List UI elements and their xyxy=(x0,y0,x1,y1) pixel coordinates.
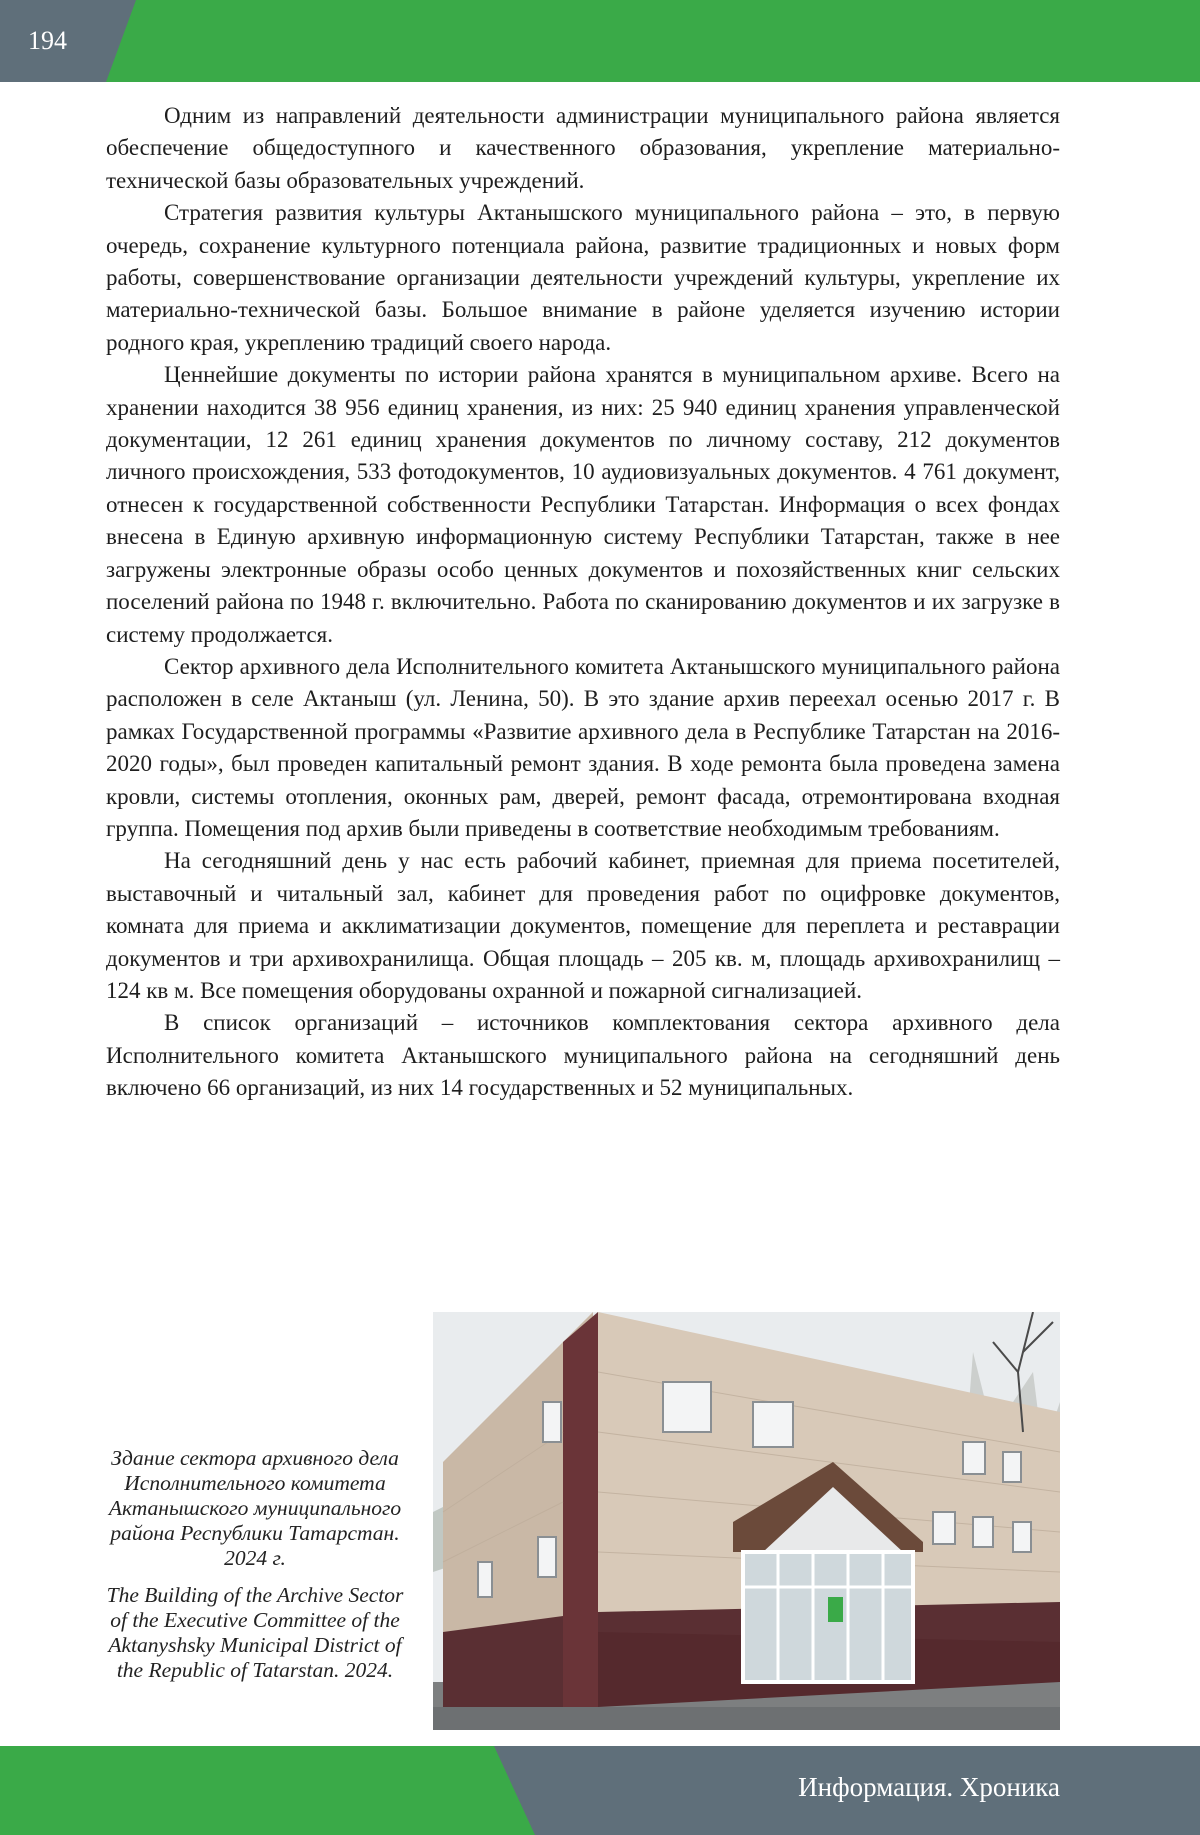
page-number: 194 xyxy=(28,26,67,56)
paragraph: На сегодняшний день у нас есть рабочий кабинет, приемная для приема посетителей, выставочный и читальный зал, кабинет для проведения работ по оцифровке документов, комната для приема и акклиматизации документов, помещение для переплета и реставрации документов и три архивохранилища. Общая площадь – 205 кв. м, площадь архивохранилищ – 124 кв м. Все помещения оборудованы охранной и пожарной сигнализацией. xyxy=(106,845,1060,1007)
paragraph: Стратегия развития культуры Актанышского муниципального района – это, в первую очередь, сохранение культурного потенциала района, развитие традиционных и новых форм работы, совершенствование организации деятельности учреждений культуры, укрепление их материально-технической базы. Большое внимание в районе уделяется изучению истории родного края, укреплению традиций своего народа. xyxy=(106,197,1060,359)
article-body xyxy=(106,100,1060,1105)
photo-caption xyxy=(100,1446,410,1695)
building-illustration xyxy=(433,1312,1060,1730)
section-title: Информация. Хроника xyxy=(798,1772,1060,1803)
caption-en: The Building of the Archive Sector of the Executive Committee of the Aktanyshsky Municipal District of the Republic of Tatarstan. 2024. xyxy=(100,1583,410,1683)
page-header xyxy=(0,0,1200,82)
header-green-band xyxy=(0,0,1200,82)
page-footer xyxy=(0,1746,1200,1835)
paragraph: Ценнейшие документы по истории района хранятся в муниципальном архиве. Всего на хранении находится 38 956 единиц хранения, из них: 25 940 единиц хранения управленческой документации, 12 261 единиц хранения документов по личному составу, 212 документов личного происхождения, 533 фотодокументов, 10 аудиовизуальных документов. 4 761 документ, отнесен к государственной собственности Республики Татарстан. Информация о всех фондах внесена в Единую архивную информационную систему Республики Татарстан, также в нее загружены электронные образы особо ценных документов и похозяйственных книг сельских поселений района по 1948 г. включительно. Работа по сканированию документов и их загрузке в систему продолжается. xyxy=(106,359,1060,651)
header-band xyxy=(0,0,1200,82)
paragraph: Сектор архивного дела Исполнительного комитета Актанышского муниципального района расположен в селе Актаныш (ул. Ленина, 50). В это здание архив переехал осенью 2017 г. В рамках Государственной программы «Развитие архивного дела в Республике Татарстан на 2016-2020 годы», был проведен капитальный ремонт здания. В ходе ремонта была проведена замена кровли, системы отопления, оконных рам, дверей, ремонт фасада, отремонтирована входная группа. Помещения под архив были приведены в соответствие необходимым требованиям. xyxy=(106,651,1060,845)
footer-green-tab xyxy=(0,1746,535,1835)
caption-ru: Здание сектора архивного дела Исполнительного комитета Актанышского муниципального района Республики Татарстан. 2024 г. xyxy=(100,1446,410,1571)
archive-building-photo xyxy=(433,1312,1060,1730)
paragraph: Одним из направлений деятельности администрации муниципального района является обеспечение общедоступного и качественного образования, укрепление материально-технической базы образовательных учреждений. xyxy=(106,100,1060,197)
paragraph: В список организаций – источников комплектования сектора архивного дела Исполнительного комитета Актанышского муниципального района на сегодняшний день включено 66 организаций, из них 14 государственных и 52 муниципальных. xyxy=(106,1007,1060,1104)
